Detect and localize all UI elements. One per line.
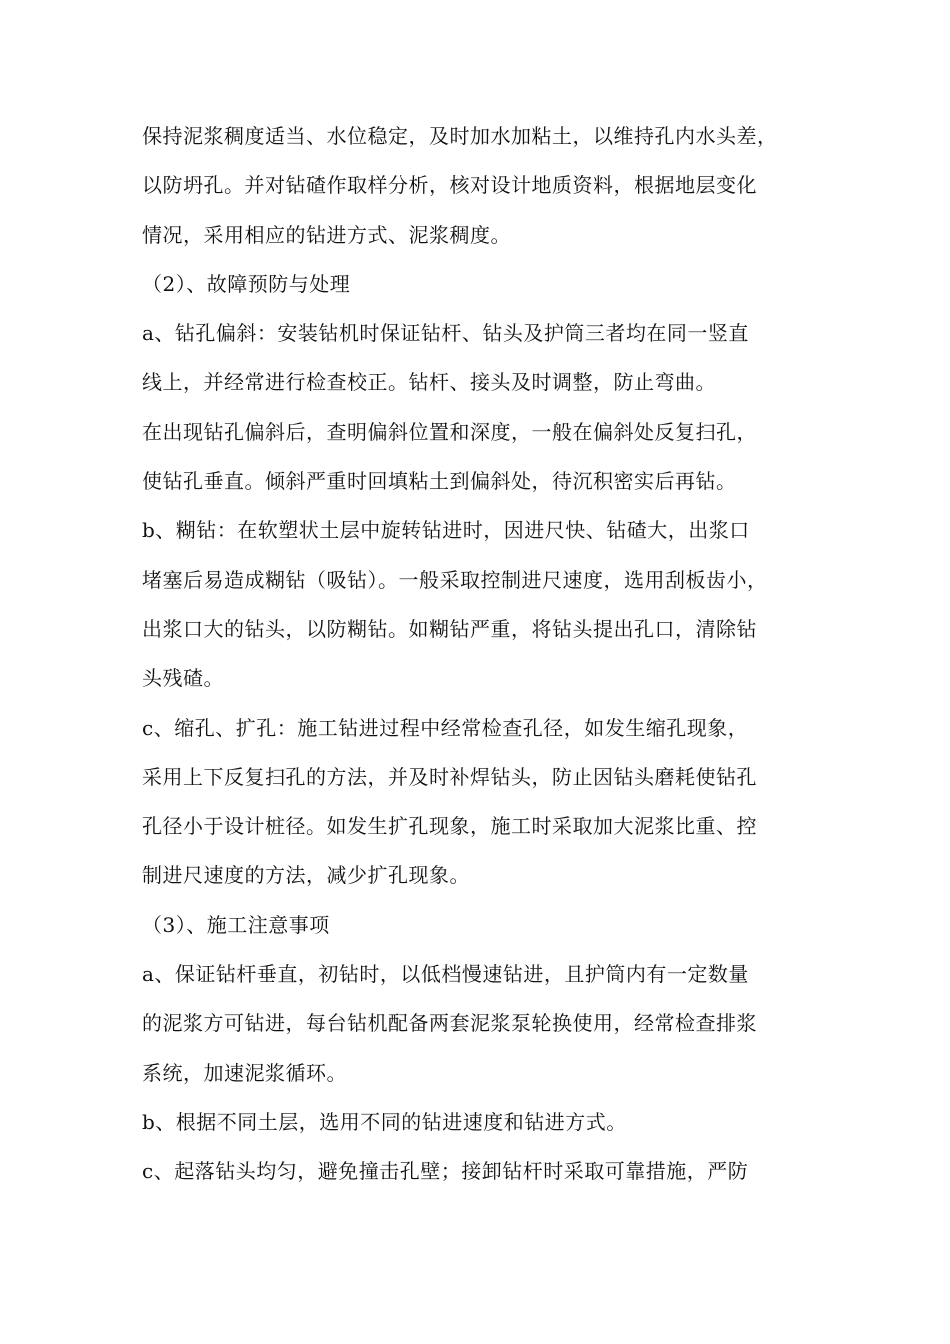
section-heading: （3）、施工注意事项 xyxy=(142,912,330,937)
text-line: 出浆口大的钻头，以防糊钻。如糊钻严重，将钻头提出孔口，清除钻 xyxy=(142,616,757,641)
text-line: c、缩孔、扩孔：施工钻进过程中经常检查孔径，如发生缩孔现象， xyxy=(142,715,749,740)
text-line: 情况，采用相应的钻进方式、泥浆稠度。 xyxy=(142,222,511,247)
text-line: 制进尺速度的方法，减少扩孔现象。 xyxy=(142,863,470,888)
text-line: 系统，加速泥浆循环。 xyxy=(142,1060,347,1085)
text-line: c、起落钻头均匀，避免撞击孔壁；接卸钻杆时采取可靠措施，严防 xyxy=(142,1159,749,1184)
text-line: 使钻孔垂直。倾斜严重时回填粘土到偏斜处，待沉积密实后再钻。 xyxy=(142,469,737,494)
text-line: 堵塞后易造成糊钻（吸钻）。一般采取控制进尺速度，选用刮板齿小， xyxy=(142,567,768,592)
body-text xyxy=(142,112,810,1197)
text-line: 线上，并经常进行检查校正。钻杆、接头及时调整，防止弯曲。 xyxy=(142,370,716,395)
text-line: 保持泥浆稠度适当、水位稳定，及时加水加粘土，以维持孔内水头差， xyxy=(142,124,778,148)
text-line: a、保证钻杆垂直，初钻时，以低档慢速钻进，且护筒内有一定数量 xyxy=(142,962,749,987)
text-line: 的泥浆方可钻进，每台钻机配备两套泥浆泵轮换使用，经常检查排浆 xyxy=(142,1011,757,1036)
text-line: 头残碴。 xyxy=(142,666,224,691)
text-line: a、钻孔偏斜：安装钻机时保证钻杆、钻头及护筒三者均在同一竖直 xyxy=(142,321,749,346)
text-line: 孔径小于设计桩径。如发生扩孔现象，施工时采取加大泥浆比重、控 xyxy=(142,814,757,839)
text-line: b、糊钻：在软塑状土层中旋转钻进时，因进尺快、钻碴大，出浆口 xyxy=(142,518,750,543)
section-heading: （2）、故障预防与处理 xyxy=(142,271,351,296)
text-line: 采用上下反复扫孔的方法，并及时补焊钻头，防止因钻头磨耗使钻孔 xyxy=(142,764,757,789)
text-line: 以防坍孔。并对钻碴作取样分析，核对设计地质资料，根据地层变化 xyxy=(142,173,757,198)
text-line: 在出现钻孔偏斜后，查明偏斜位置和深度，一般在偏斜处反复扫孔， xyxy=(142,419,757,444)
text-line: b、根据不同土层，选用不同的钻进速度和钻进方式。 xyxy=(142,1109,627,1134)
